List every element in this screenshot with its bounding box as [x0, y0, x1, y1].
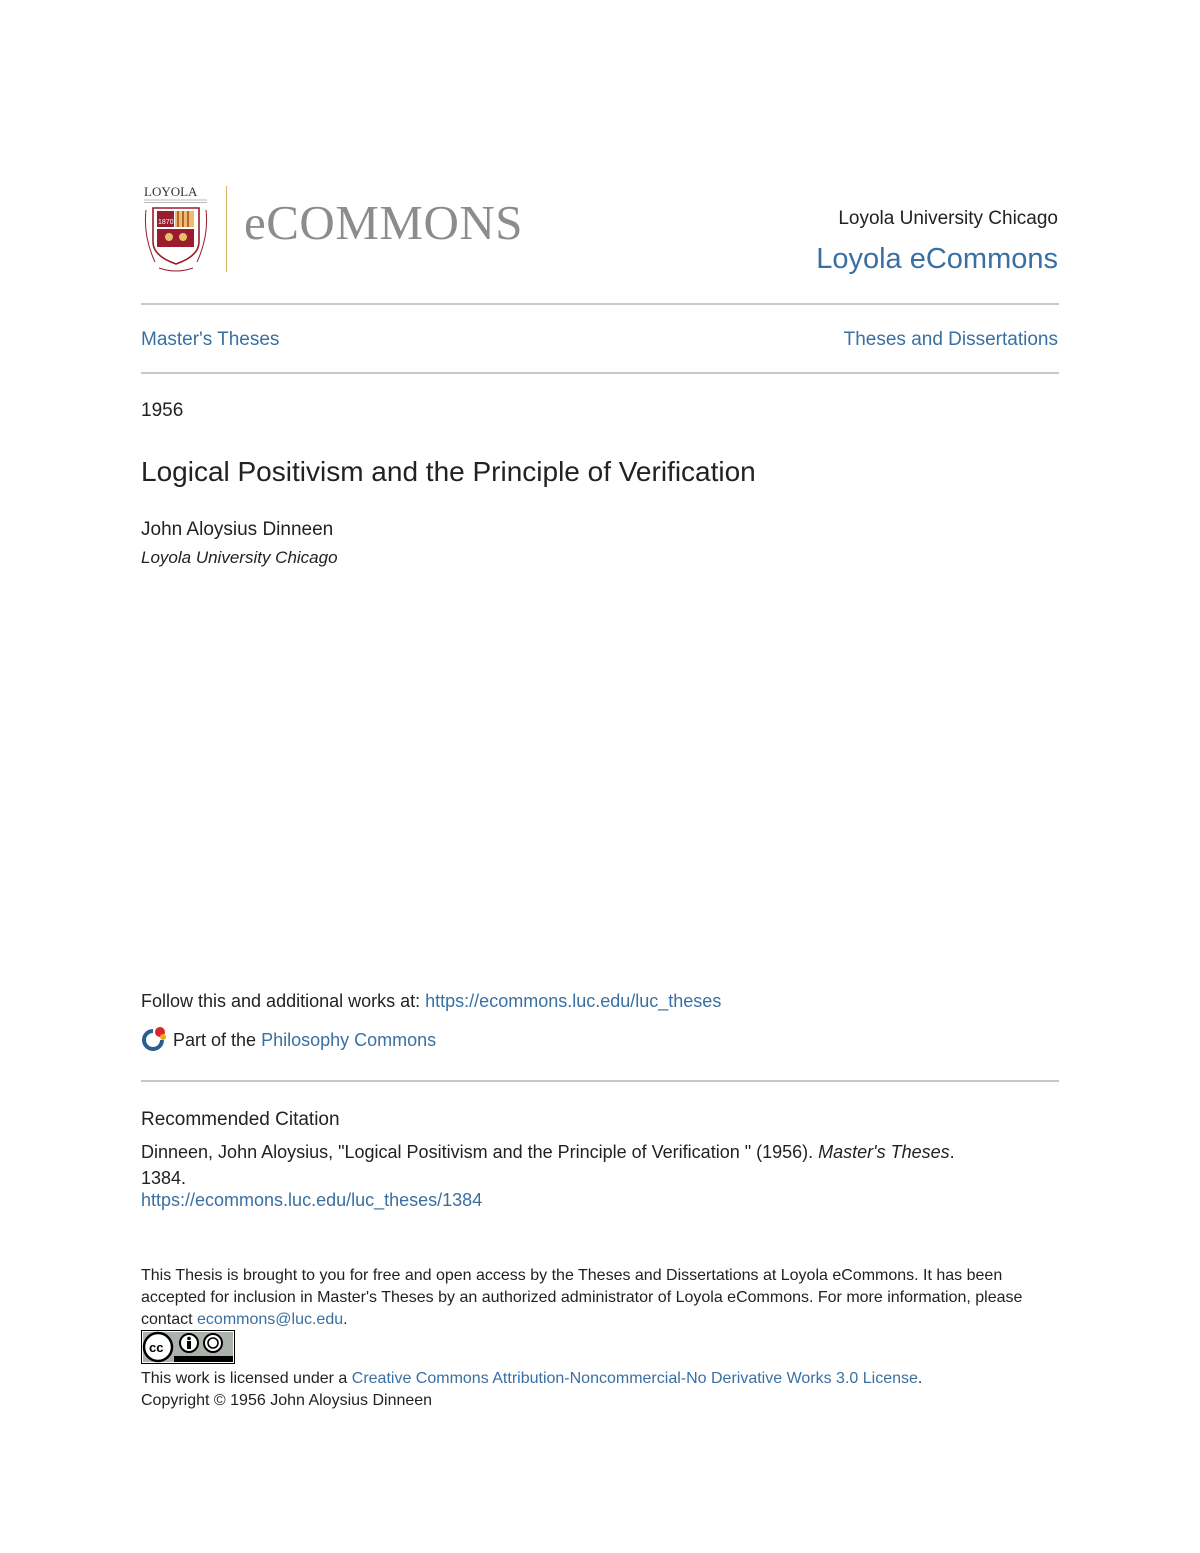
- top-divider: [141, 303, 1059, 305]
- contact-email-link[interactable]: ecommons@luc.edu: [197, 1311, 344, 1328]
- middle-divider: [141, 372, 1059, 374]
- philosophy-commons-link[interactable]: Philosophy Commons: [261, 1030, 437, 1050]
- svg-text:cc: cc: [149, 1340, 164, 1355]
- citation-text: Dinneen, John Aloysius, "Logical Positivism and the Principle of Verification " (1956). Master's Theses. 1384.: [141, 1142, 955, 1188]
- seal-year-text: 1870: [158, 219, 174, 226]
- network-icon: [141, 1025, 167, 1051]
- loyola-seal: [141, 184, 213, 274]
- collection-url-link[interactable]: https://ecommons.luc.edu/luc_theses: [425, 991, 722, 1011]
- breadcrumb-theses-dissertations[interactable]: Theses and Dissertations: [843, 329, 1058, 350]
- citation-number: 1384.: [141, 1168, 187, 1188]
- license-statement: [141, 1368, 1051, 1412]
- logo-divider: [226, 186, 227, 272]
- part-of-line: [141, 1030, 436, 1051]
- repository-link[interactable]: Loyola eCommons: [816, 243, 1058, 275]
- license-prefix: This work is licensed under a: [141, 1370, 352, 1387]
- seal-icon: [141, 184, 213, 274]
- author-affiliation: Loyola University Chicago: [141, 548, 338, 567]
- notice-text: This Thesis is brought to you for free and open access by the Theses and Dissertations at Loyola eCommons. It has been accepted for inclusion in Master's Theses by an authorized administrator of Loyola eCommons. For more information, please contact: [141, 1267, 1023, 1328]
- part-of-prefix: Part of the: [173, 1030, 257, 1050]
- citation-main: Dinneen, John Aloysius, "Logical Positivism and the Principle of Verification " (1956).: [141, 1142, 814, 1162]
- bottom-divider: [141, 1080, 1059, 1082]
- follow-prefix: Follow this and additional works at:: [141, 991, 426, 1011]
- ecommons-wordmark: eCOMMONS: [244, 195, 523, 250]
- access-notice: [141, 1265, 1051, 1331]
- citation-series: Master's Theses: [818, 1142, 950, 1162]
- creative-commons-badge-icon[interactable]: [141, 1330, 235, 1364]
- citation-heading: Recommended Citation: [141, 1109, 340, 1130]
- author-name: John Aloysius Dinneen: [141, 519, 334, 540]
- institution-name: Loyola University Chicago: [838, 208, 1058, 229]
- breadcrumb-masters-theses[interactable]: Master's Theses: [141, 329, 280, 350]
- follow-line: [141, 991, 721, 1012]
- publication-year: 1956: [141, 400, 184, 421]
- license-end: .: [917, 1370, 923, 1387]
- notice-end: .: [343, 1311, 348, 1328]
- seal-word-text: LOYOLA: [144, 184, 198, 199]
- citation-url-link[interactable]: https://ecommons.luc.edu/luc_theses/1384: [141, 1190, 483, 1210]
- thesis-title: Logical Positivism and the Principle of Verification: [141, 456, 756, 487]
- license-link[interactable]: Creative Commons Attribution-Noncommercial-No Derivative Works 3.0 License: [351, 1370, 918, 1387]
- copyright-line: Copyright © 1956 John Aloysius Dinneen: [141, 1392, 433, 1409]
- ecommons-logo[interactable]: [141, 184, 571, 274]
